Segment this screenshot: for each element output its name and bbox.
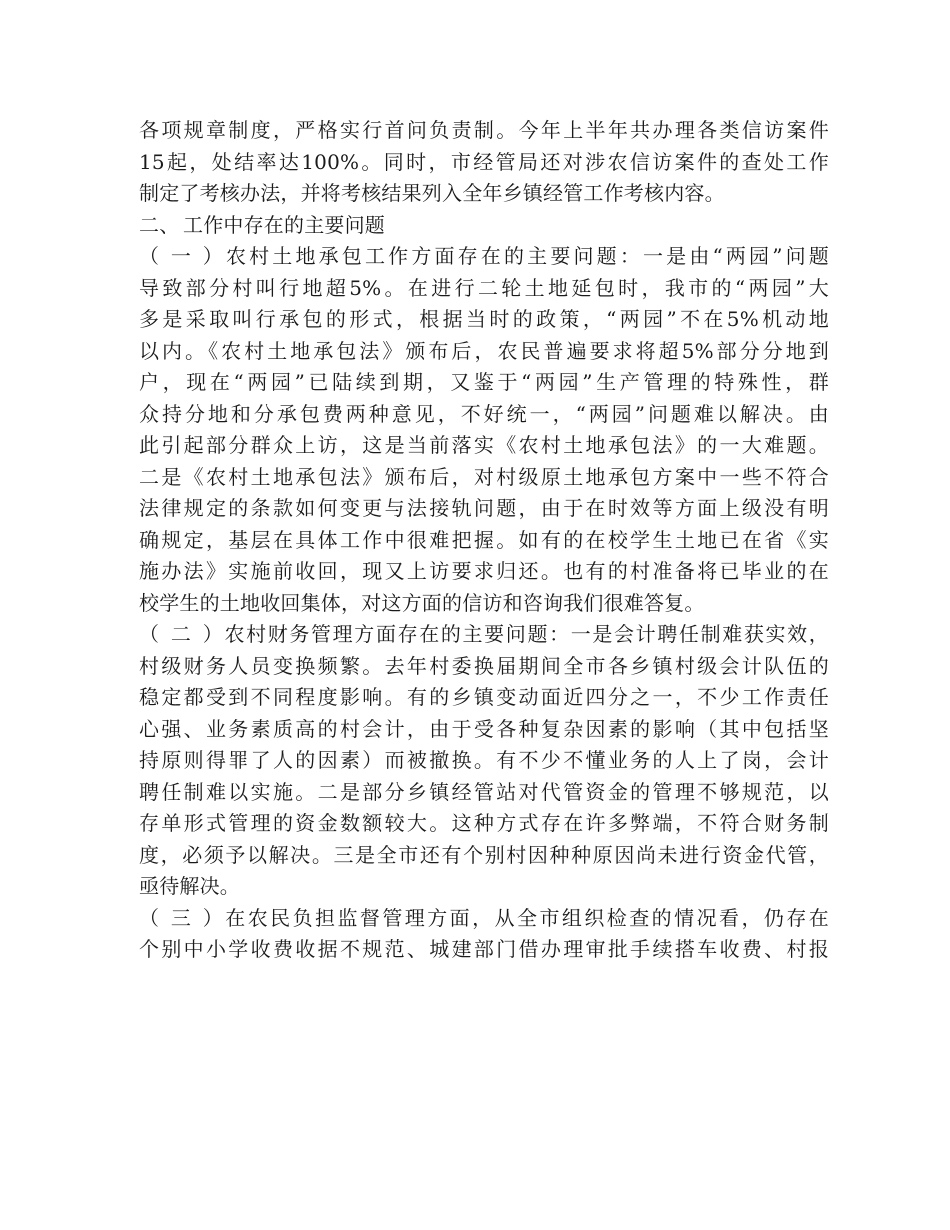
paragraph-text: 农村财务管理方面存在的主要问题：一是会计聘任制难获实效， bbox=[223, 622, 829, 646]
paragraph-line: 存单形式管理的资金数额较大。这种方式存在许多弊端，不符合财务制 bbox=[139, 811, 829, 835]
paragraph-line: 持原则得罪了人的因素）而被撤换。有不少不懂业务的人上了岗，会计 bbox=[139, 748, 829, 772]
paragraph-line: 导致部分村叫行地超5%。在进行二轮土地延包时，我市的“两园”大 bbox=[139, 275, 829, 300]
paragraph-line: 以内。《农村土地承包法》颁布后，农民普遍要求将超5%部分分地到 bbox=[139, 338, 829, 363]
paragraph-line: 确规定，基层在具体工作中很难把握。如有的在校学生土地已在省《实 bbox=[139, 527, 829, 552]
paragraph-line: 聘任制难以实施。二是部分乡镇经管站对代管资金的管理不够规范，以 bbox=[139, 779, 829, 804]
paragraph-line: 施办法》实施前收回，现又上访要求归还。也有的村准备将已毕业的在 bbox=[139, 559, 829, 583]
paragraph-line: 此引起部分群众上访，这是当前落实《农村土地承包法》的一大难题。 bbox=[139, 433, 829, 457]
paragraph-text: 农村土地承包工作方面存在的主要问题：一是由“两园”问题 bbox=[223, 244, 829, 268]
paragraph-line: 二是《农村土地承包法》颁布后，对村级原土地承包方案中一些不符合 bbox=[139, 464, 829, 489]
paragraph-line: 15起，处结率达100%。同时，市经管局还对涉农信访案件的查处工作 bbox=[139, 149, 829, 174]
subsection-first-line bbox=[139, 903, 829, 935]
paragraph-line: 多是采取叫行承包的形式，根据当时的政策，“两园”不在5%机动地 bbox=[139, 307, 829, 331]
subsection-number: （三） bbox=[139, 905, 223, 930]
paragraph-text: 在农民负担监督管理方面，从全市组织检查的情况看，仍存在 bbox=[223, 905, 829, 930]
paragraph-line: 制定了考核办法，并将考核结果列入全年乡镇经管工作考核内容。 bbox=[139, 181, 725, 205]
paragraph-line: 户，现在“两园”已陆续到期，又鉴于“两园”生产管理的特殊性，群 bbox=[139, 370, 829, 394]
document-page bbox=[139, 115, 829, 966]
paragraph-line: 村级财务人员变换频繁。去年村委换届期间全市各乡镇村级会计队伍的 bbox=[139, 653, 829, 678]
paragraph-line: 心强、业务素质高的村会计，由于受各种复杂因素的影响（其中包括坚 bbox=[139, 716, 829, 741]
paragraph-line: 稳定都受到不同程度影响。有的乡镇变动面近四分之一，不少工作责任 bbox=[139, 685, 829, 709]
paragraph-line: 各项规章制度，严格实行首问负责制。今年上半年共办理各类信访案件 bbox=[139, 118, 829, 142]
subsection-first-line bbox=[139, 241, 829, 273]
paragraph-line: 众持分地和分承包费两种意见，不好统一，“两园”问题难以解决。由 bbox=[139, 401, 829, 426]
section-number: 二、 bbox=[139, 212, 180, 237]
paragraph-line: 个别中小学收费收据不规范、城建部门借办理审批手续搭车收费、村报 bbox=[139, 937, 829, 961]
section-heading bbox=[139, 210, 829, 242]
subsection-first-line bbox=[139, 619, 829, 651]
subsection-number: （二） bbox=[139, 622, 223, 646]
subsection-number: （一） bbox=[139, 244, 223, 268]
paragraph-line: 度，必须予以解决。三是全市还有个别村因种种原因尚未进行资金代管， bbox=[139, 842, 829, 867]
paragraph-line: 校学生的土地收回集体，对这方面的信访和咨询我们很难答复。 bbox=[139, 590, 705, 615]
paragraph-line: 法律规定的条款如何变更与法接轨问题，由于在时效等方面上级没有明 bbox=[139, 496, 829, 520]
section-title: 工作中存在的主要问题 bbox=[183, 212, 385, 237]
paragraph-line: 亟待解决。 bbox=[139, 874, 240, 898]
